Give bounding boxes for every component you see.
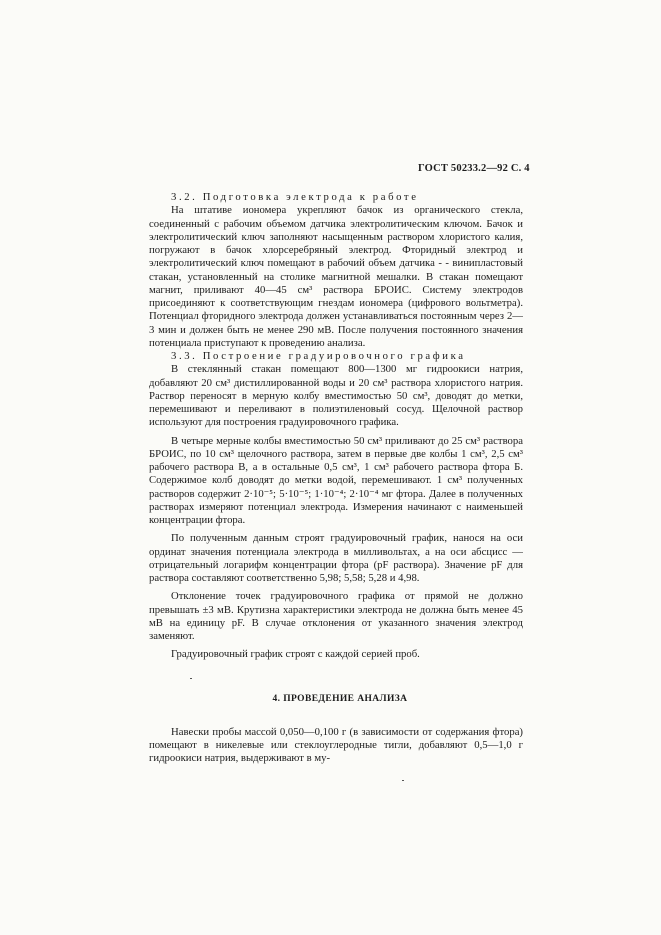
section-3-3-paragraph-5: Градуировочный график строят с каждой серией проб.: [171, 648, 420, 661]
running-head: ГОСТ 50233.2—92 С. 4: [418, 163, 530, 174]
section-4-paragraph: Навески пробы массой 0,050—0,100 г (в зависимости от содержания фтора) помещают в никелевые или стеклоуглеродные тигли, добавляют 0,5—1,0 г гидроокиси натрия, выдерживают в му-: [149, 725, 523, 765]
section-3-3-paragraph-1: В стеклянный стакан помещают 800—1300 мг гидроокиси натрия, добавляют 20 см³ дистиллированной воды и 20 см³ раствора хлористого натрия. Раствор переносят в мерную колбу вместимостью 50 см³, доводят до метки, перемешивают и переливают в полиэтиленовый сосуд. Щелочной раствор используют для построения градуировочного графика.: [149, 363, 523, 429]
section-4-title: 4. ПРОВЕДЕНИЕ АНАЛИЗА: [272, 693, 408, 704]
section-3-3-paragraph-4: Отклонение точек градуировочного графика от прямой не должно превышать ±3 мВ. Крутизна характеристики электрода не должна быть менее 45 мВ на единицу pF. В случае отклонения от указанного значения электрод заменяют.: [149, 590, 523, 642]
document-body: [149, 191, 523, 766]
section-3-3-heading: 3.3. Построение градуировочного графика: [171, 350, 466, 362]
section-3-3-paragraph-3: По полученным данным строят градуировочный график, нанося на оси ординат значения потенциала электрода в милливольтах, а на оси абсцисс — отрицательный логарифм концентрации фтора (pF раствора). Значение pF для раствора составляют соответственно 5,98; 5,58; 5,28 и 4,98.: [149, 532, 523, 584]
scan-speck: [402, 780, 404, 781]
section-3-2-paragraph: На штативе иономера укрепляют бачок из органического стекла, соединенный с рабочим объемом датчика электролитическим ключом. Бачок и электролитический ключ заполняют насыщенным раствором хлористого калия, погружают в бачок хлорсеребряный электрод. Фторидный электрод и электролитический ключ помещают в рабочий объем датчика - - винипластовый стакан, установленный на столике магнитной мешалки. В стакан помещают магнит, приливают 40—45 см³ раствора БРОИС. Систему электродов присоединяют к соответствующим гнездам иономера (цифрового вольтметра). Потенциал фторидного электрода должен устанавливаться постоянным через 2—3 мин и должен быть не менее 290 мВ. После получения постоянного значения потенциала приступают к проведению анализа.: [149, 204, 523, 349]
section-3-3-paragraph-2: В четыре мерные колбы вместимостью 50 см³ приливают до 25 см³ раствора БРОИС, по 10 см³ щелочного раствора, затем в первые две колбы 1 см³, 2,5 см³ рабочего раствора В, а в остальные 0,5 см³, 1 см³ рабочего раствора фтора Б. Содержимое колб доводят до метки водой, перемешивают. 1 см³ полученных растворов содержит 2·10⁻⁵; 5·10⁻⁵; 1·10⁻⁴; 2·10⁻⁴ мг фтора. Далее в полученных растворах измеряют потенциал электрода. Измерения начинают с наименьшей концентрации фтора.: [149, 434, 523, 526]
scan-speck: [190, 678, 192, 679]
section-3-2-heading: 3.2. Подготовка электрода к работе: [171, 191, 419, 203]
